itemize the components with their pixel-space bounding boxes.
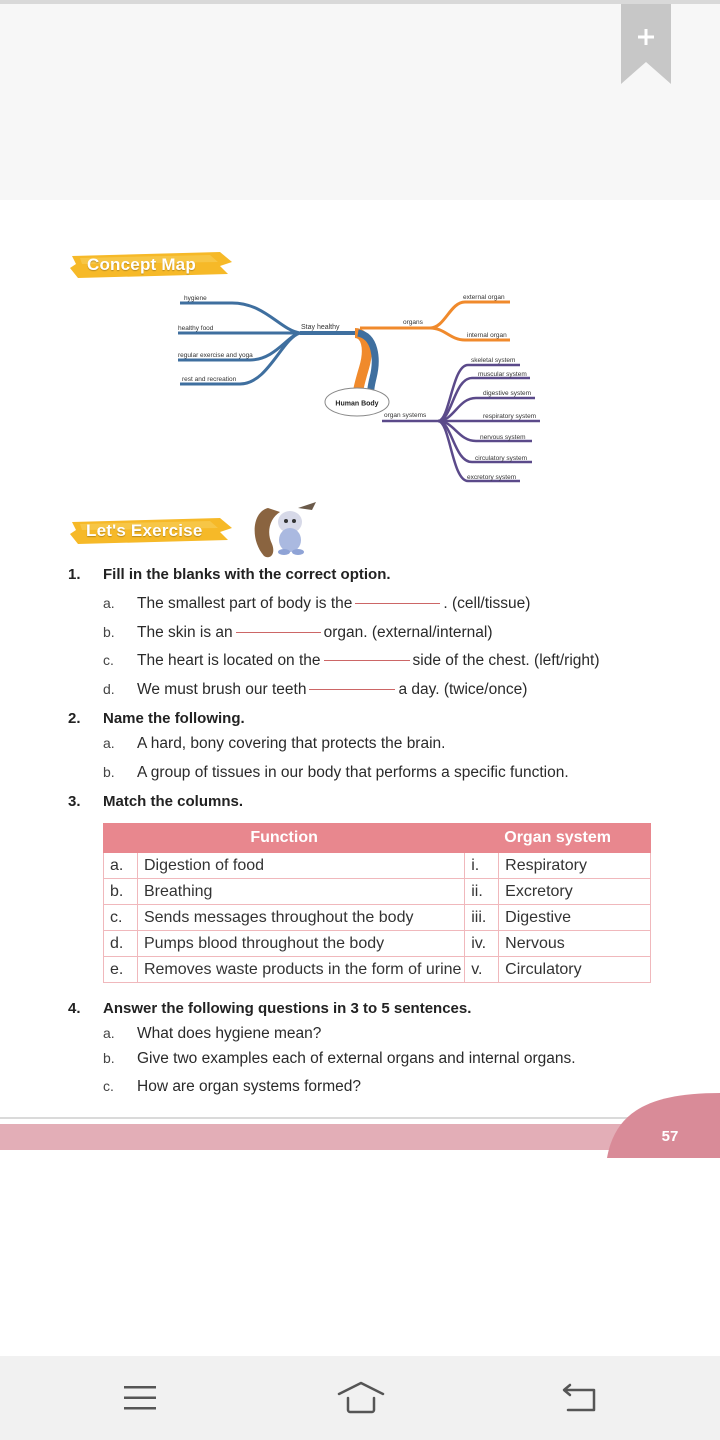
table-row bbox=[104, 905, 651, 931]
function-cell: Pumps blood throughout the body bbox=[137, 931, 464, 957]
system-item: respiratory system bbox=[483, 413, 537, 420]
concept-map-banner bbox=[70, 250, 232, 280]
left-item: regular exercise and yoga bbox=[178, 352, 253, 359]
row-numeral: ii. bbox=[465, 879, 499, 905]
match-table-header bbox=[104, 824, 651, 853]
question-4-title: Answer the following questions in 3 to 5 sentences. bbox=[103, 1000, 472, 1017]
lets-exercise-title: Let's Exercise bbox=[86, 521, 203, 540]
question-4a: a. What does hygiene mean? bbox=[103, 1025, 322, 1042]
row-letter: b. bbox=[104, 879, 138, 905]
question-1-number: 1. bbox=[68, 566, 81, 583]
organ-systems-branch bbox=[382, 365, 540, 481]
organ-system-cell: Digestive bbox=[499, 905, 651, 931]
table-row bbox=[104, 853, 651, 879]
row-numeral: v. bbox=[465, 957, 499, 983]
match-table bbox=[103, 823, 651, 983]
system-item: circulatory system bbox=[475, 455, 528, 462]
blank-line[interactable] bbox=[324, 659, 410, 661]
question-4b: b. Give two examples each of external organs and internal organs. bbox=[103, 1050, 576, 1067]
home-icon[interactable] bbox=[336, 1380, 386, 1416]
question-2-title: Name the following. bbox=[103, 710, 245, 727]
question-1a: a. The smallest part of body is the . (cell/tissue) bbox=[103, 595, 531, 612]
row-numeral: i. bbox=[465, 853, 499, 879]
organ-system-cell: Circulatory bbox=[499, 957, 651, 983]
left-item: healthy food bbox=[178, 325, 214, 332]
page-number: 57 bbox=[661, 1128, 679, 1145]
stay-healthy-label: Stay healthy bbox=[301, 324, 340, 331]
question-4-number: 4. bbox=[68, 1000, 81, 1017]
organ-system-cell: Excretory bbox=[499, 879, 651, 905]
function-cell: Breathing bbox=[137, 879, 464, 905]
row-letter: c. bbox=[104, 905, 138, 931]
organ-item: internal organ bbox=[467, 332, 507, 339]
organ-system-cell: Nervous bbox=[499, 931, 651, 957]
human-body-label: Human Body bbox=[335, 400, 379, 408]
system-item: digestive system bbox=[483, 390, 532, 397]
left-item: rest and recreation bbox=[182, 376, 237, 383]
blank-line[interactable] bbox=[236, 631, 321, 633]
organ-systems-label: organ systems bbox=[384, 412, 427, 419]
row-numeral: iii. bbox=[465, 905, 499, 931]
lets-exercise-banner bbox=[70, 516, 232, 546]
question-1b: b. The skin is an organ. (external/internal) bbox=[103, 624, 493, 641]
organ-system-cell: Respiratory bbox=[499, 853, 651, 879]
function-header: Function bbox=[104, 824, 465, 853]
viewer-background bbox=[0, 0, 720, 200]
organ-system-header: Organ system bbox=[465, 824, 651, 853]
question-2b: b. A group of tissues in our body that performs a specific function. bbox=[103, 764, 569, 781]
row-numeral: iv. bbox=[465, 931, 499, 957]
page-number-tab bbox=[607, 1093, 720, 1158]
back-icon[interactable] bbox=[560, 1382, 600, 1414]
row-letter: e. bbox=[104, 957, 138, 983]
blank-line[interactable] bbox=[309, 688, 395, 690]
function-cell: Digestion of food bbox=[137, 853, 464, 879]
system-item: nervous system bbox=[480, 434, 526, 441]
blank-line[interactable] bbox=[355, 602, 440, 604]
left-item: hygiene bbox=[184, 295, 207, 302]
concept-map-title: Concept Map bbox=[87, 255, 196, 274]
organ-item: external organ bbox=[463, 294, 505, 301]
question-2-number: 2. bbox=[68, 710, 81, 727]
system-item: excretory system bbox=[467, 474, 517, 481]
table-row bbox=[104, 931, 651, 957]
question-4c: c. How are organ systems formed? bbox=[103, 1078, 361, 1095]
system-item: skeletal system bbox=[471, 357, 516, 364]
concept-map-diagram bbox=[170, 288, 550, 488]
table-row bbox=[104, 957, 651, 983]
top-divider bbox=[0, 0, 720, 4]
system-item: muscular system bbox=[478, 371, 527, 378]
question-3-title: Match the columns. bbox=[103, 793, 244, 810]
squirrel-mascot-icon bbox=[250, 500, 320, 560]
question-1-title: Fill in the blanks with the correct option. bbox=[103, 566, 391, 583]
bookmark-add-button[interactable] bbox=[621, 4, 671, 84]
menu-icon[interactable] bbox=[122, 1384, 158, 1412]
organs-label: organs bbox=[403, 319, 423, 326]
function-cell: Sends messages throughout the body bbox=[137, 905, 464, 931]
row-letter: d. bbox=[104, 931, 138, 957]
question-3-number: 3. bbox=[68, 793, 81, 810]
table-row bbox=[104, 879, 651, 905]
function-cell: Removes waste products in the form of urine bbox=[137, 957, 464, 983]
stay-healthy-branch bbox=[178, 303, 355, 384]
question-1d: d. We must brush our teeth a day. (twice/once) bbox=[103, 681, 528, 698]
row-letter: a. bbox=[104, 853, 138, 879]
question-1c: c. The heart is located on the side of the chest. (left/right) bbox=[103, 652, 600, 669]
question-2a: a. A hard, bony covering that protects the brain. bbox=[103, 735, 446, 752]
